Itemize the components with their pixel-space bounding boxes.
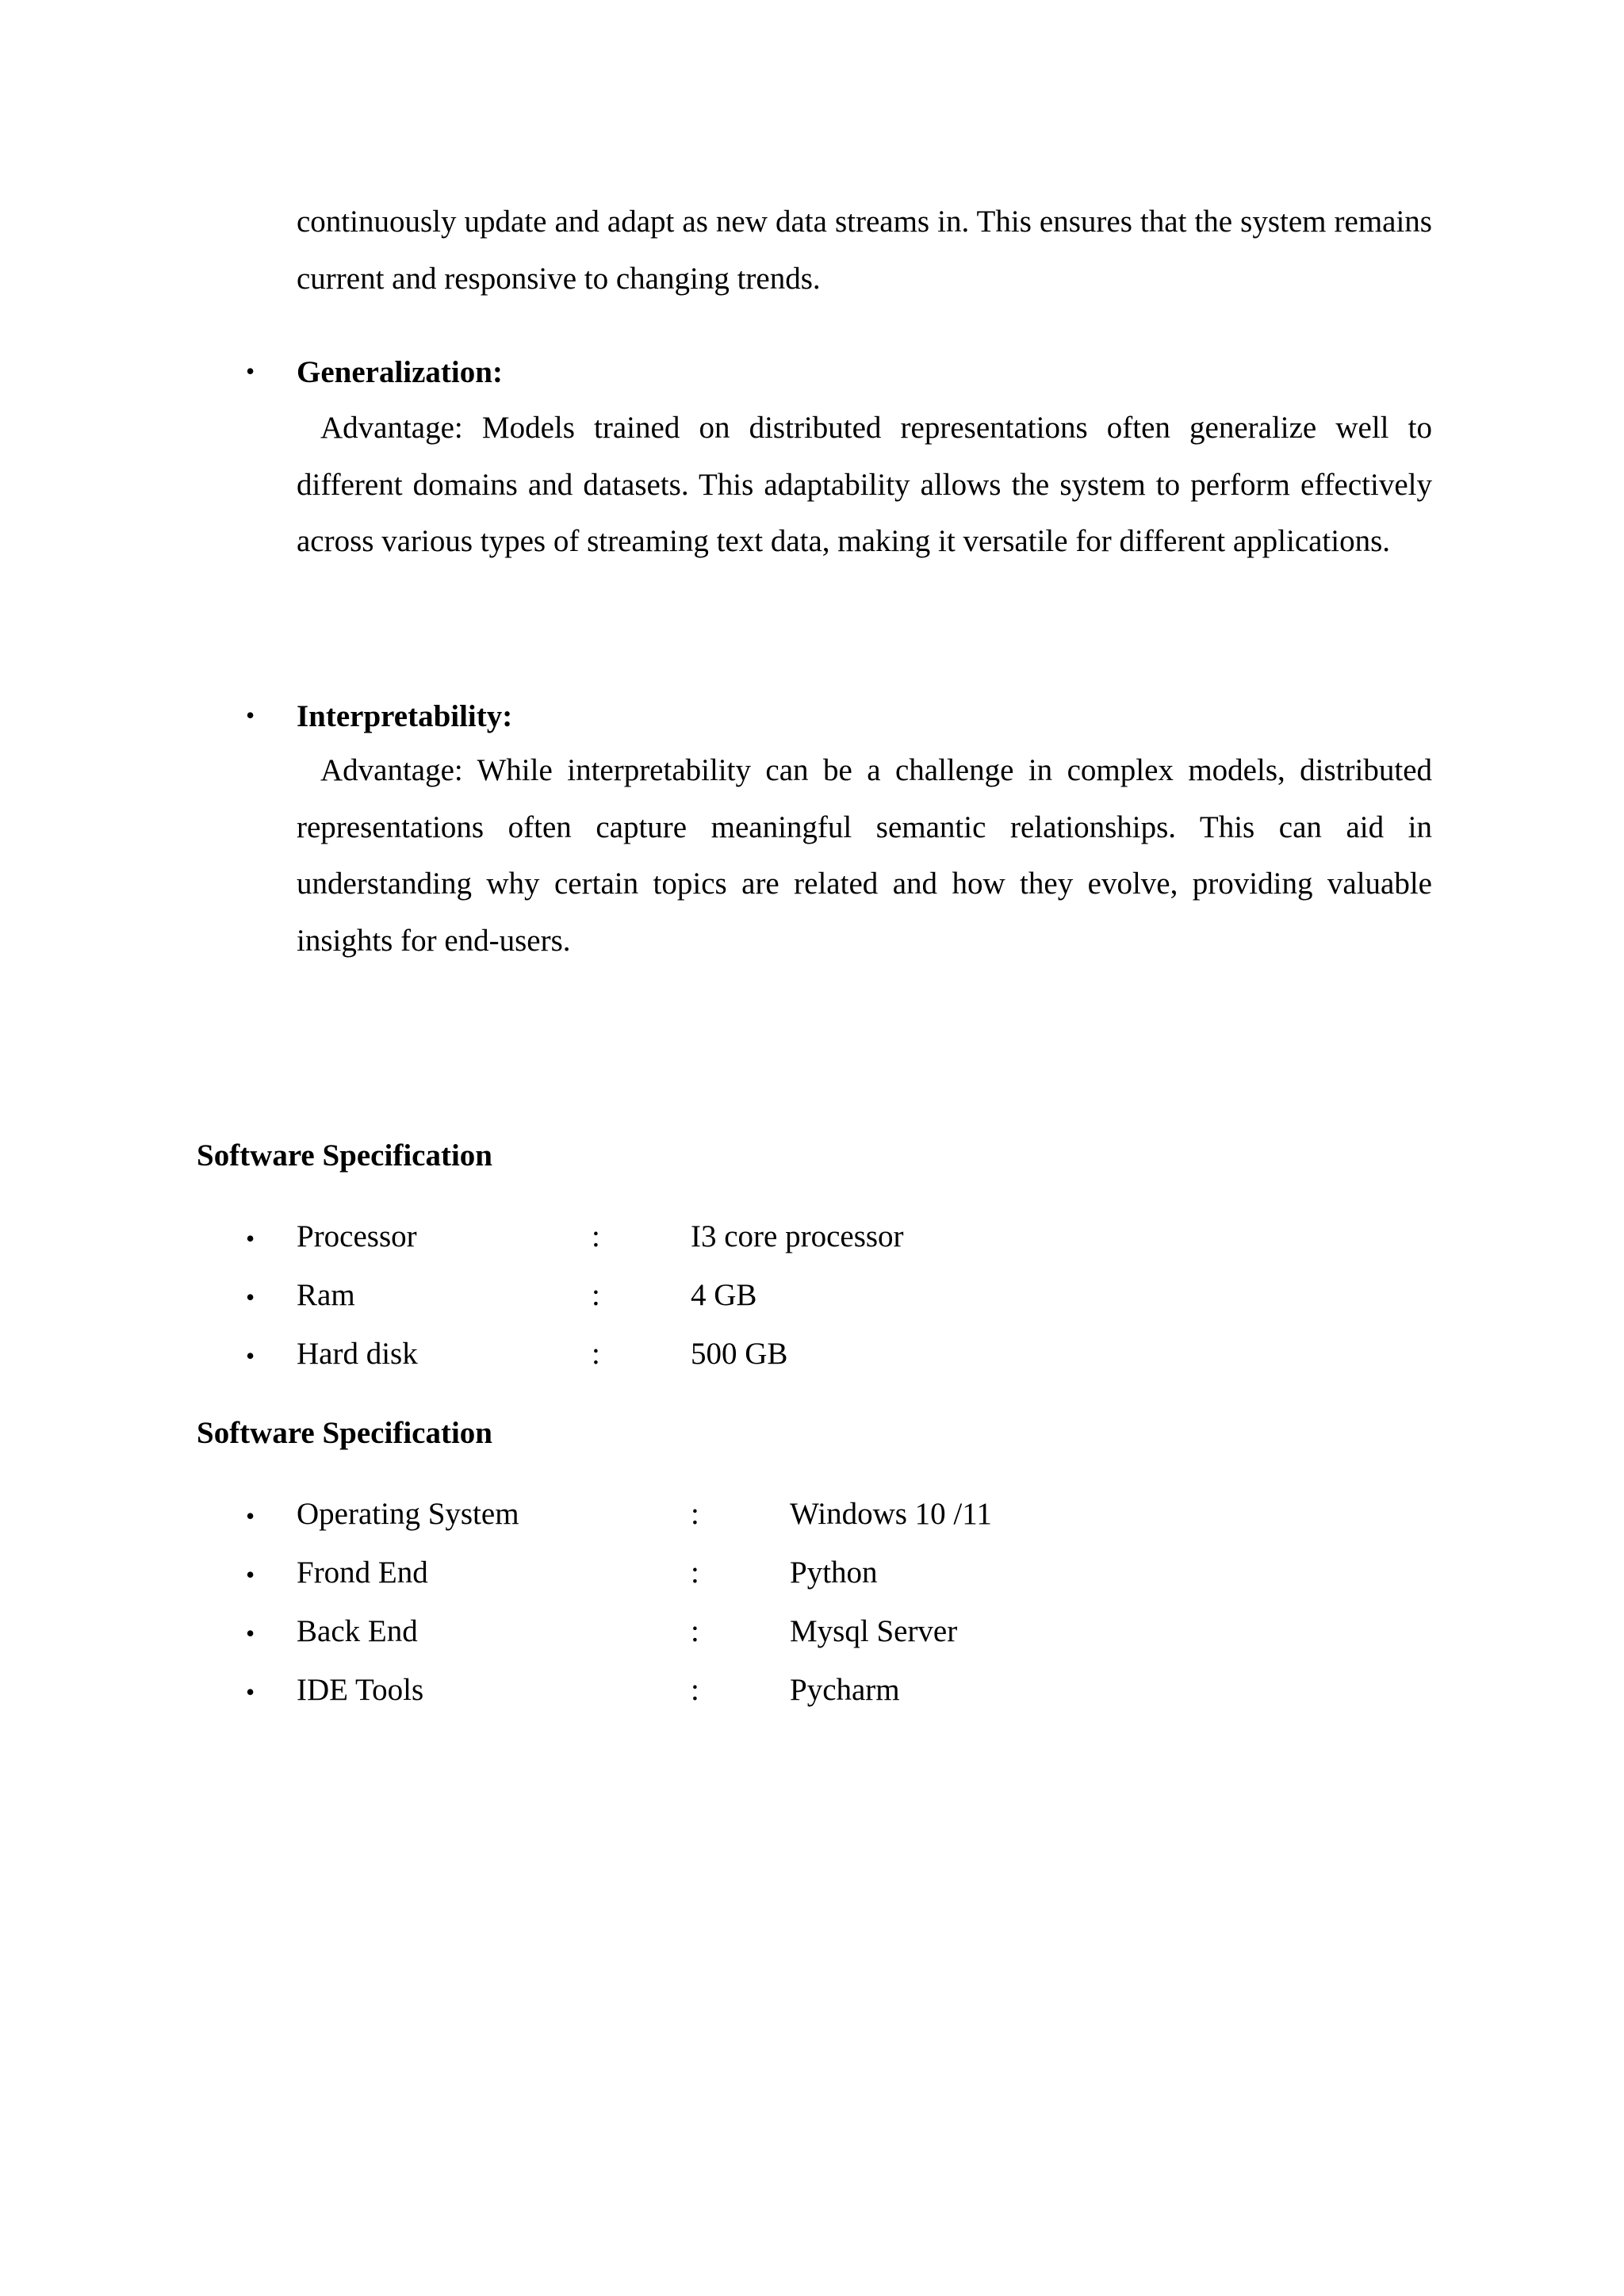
spec-value: 500 GB (691, 1337, 788, 1371)
spec-value: 4 GB (691, 1278, 757, 1312)
spec-value: I3 core processor (691, 1219, 904, 1253)
spec-colon: : (691, 1556, 699, 1590)
bullet-icon: • (246, 357, 255, 385)
spec-row (0, 1280, 1624, 1319)
spec-value: Mysql Server (790, 1614, 958, 1648)
advantage-body-generalization: Advantage: Models trained on distributed representations often generalize well to different domains and datasets. This adaptability allows the system to perform effectively across various types of streaming text data, making it versatile for different applications. (297, 411, 1432, 558)
spec-label: Operating System (297, 1497, 519, 1531)
spec-colon: : (592, 1278, 600, 1312)
spec-label: Ram (297, 1278, 355, 1312)
spec-row (0, 1674, 1624, 1714)
spec-value: Python (790, 1556, 878, 1590)
bullet-icon: • (246, 701, 255, 729)
bullet-icon: • (246, 1283, 255, 1311)
spec-label: Back End (297, 1614, 418, 1648)
bullet-icon: • (246, 1560, 255, 1589)
section-title-specification-1: Software Specification (197, 1138, 492, 1173)
spec-label: Processor (297, 1219, 417, 1253)
intro-paragraph: continuously update and adapt as new data streams in. This ensures that the system remains current and responsive to changing trends. (297, 205, 1432, 296)
spec-colon: : (691, 1614, 699, 1648)
spec-label: Frond End (297, 1556, 428, 1590)
advantage-body-interpretability: Advantage: While interpretability can be a challenge in complex models, distributed representations often capture meaningful semantic relationships. This can aid in understanding why certain topics are related and how they evolve, providing valuable insights for end-users. (297, 753, 1432, 958)
bullet-icon: • (246, 1502, 255, 1530)
section-title-specification-2: Software Specification (197, 1416, 492, 1450)
spec-colon: : (691, 1673, 699, 1707)
bullet-icon: • (246, 1224, 255, 1253)
spec-colon: : (592, 1219, 600, 1253)
bullet-icon: • (246, 1341, 255, 1370)
spec-colon: : (592, 1337, 600, 1371)
spec-colon: : (691, 1497, 699, 1531)
spec-row (0, 1221, 1624, 1261)
bullet-icon: • (246, 1678, 255, 1706)
spec-value: Windows 10 /11 (790, 1497, 992, 1531)
advantage-heading-generalization: Generalization: (297, 355, 503, 389)
spec-row (0, 1498, 1624, 1538)
spec-row (0, 1557, 1624, 1597)
spec-label: Hard disk (297, 1337, 418, 1371)
spec-row (0, 1616, 1624, 1655)
spec-row (0, 1338, 1624, 1378)
spec-label: IDE Tools (297, 1673, 424, 1707)
spec-value: Pycharm (790, 1673, 900, 1707)
advantage-heading-interpretability: Interpretability: (297, 699, 513, 733)
bullet-icon: • (246, 1619, 255, 1647)
